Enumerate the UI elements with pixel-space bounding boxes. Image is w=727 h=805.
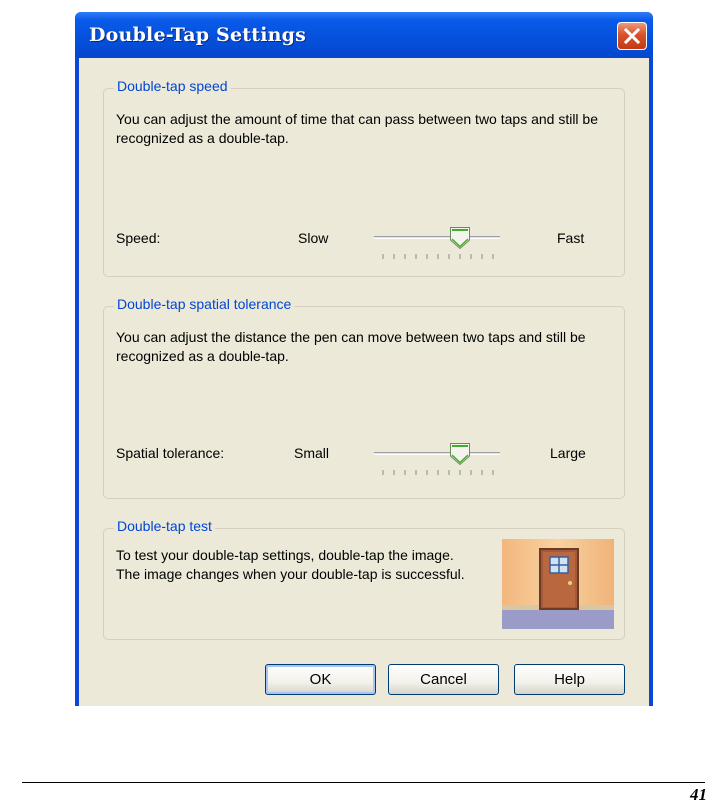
title-bar[interactable] bbox=[75, 12, 653, 58]
tolerance-min-label: Small bbox=[294, 445, 330, 461]
slider-track bbox=[374, 452, 500, 455]
speed-description: You can adjust the amount of time that can pass between two taps and still be recognized as a double-tap. bbox=[116, 111, 599, 146]
speed-group-label: Double-tap speed bbox=[114, 78, 231, 94]
slider-thumb[interactable] bbox=[449, 226, 471, 250]
close-button[interactable] bbox=[617, 22, 647, 50]
door-icon bbox=[502, 539, 614, 629]
slider-ticks bbox=[382, 470, 494, 475]
tolerance-max-label: Large bbox=[550, 445, 586, 461]
test-description: To test your double-tap settings, double-tap the image. The image changes when your double-tap is successful. bbox=[116, 547, 465, 582]
speed-max-label: Fast bbox=[557, 230, 585, 246]
tolerance-label: Spatial tolerance: bbox=[116, 445, 225, 461]
tolerance-description: You can adjust the distance the pen can move between two taps and still be recognized as a double-tap. bbox=[116, 329, 586, 364]
close-icon bbox=[624, 28, 640, 44]
help-button[interactable]: Help bbox=[514, 664, 625, 695]
speed-slider[interactable] bbox=[374, 228, 504, 264]
ok-button[interactable]: OK bbox=[265, 664, 376, 695]
slider-track bbox=[374, 236, 500, 239]
tolerance-group-label: Double-tap spatial tolerance bbox=[114, 296, 294, 312]
cancel-button[interactable]: Cancel bbox=[388, 664, 499, 695]
tolerance-group bbox=[103, 296, 625, 499]
test-group-label: Double-tap test bbox=[114, 518, 215, 534]
slider-thumb[interactable] bbox=[449, 442, 471, 466]
slider-ticks bbox=[382, 254, 494, 259]
speed-min-label: Slow bbox=[298, 230, 329, 246]
dialog-window bbox=[75, 12, 653, 706]
footer-rule bbox=[22, 782, 705, 783]
page-number: 41 bbox=[690, 785, 707, 804]
window-title: Double-Tap Settings bbox=[89, 24, 307, 46]
test-group bbox=[103, 518, 625, 640]
dialog-body bbox=[79, 58, 649, 706]
speed-group bbox=[103, 78, 625, 277]
speed-label: Speed: bbox=[116, 230, 161, 246]
tolerance-slider[interactable] bbox=[374, 444, 504, 480]
door-image[interactable] bbox=[502, 539, 614, 629]
